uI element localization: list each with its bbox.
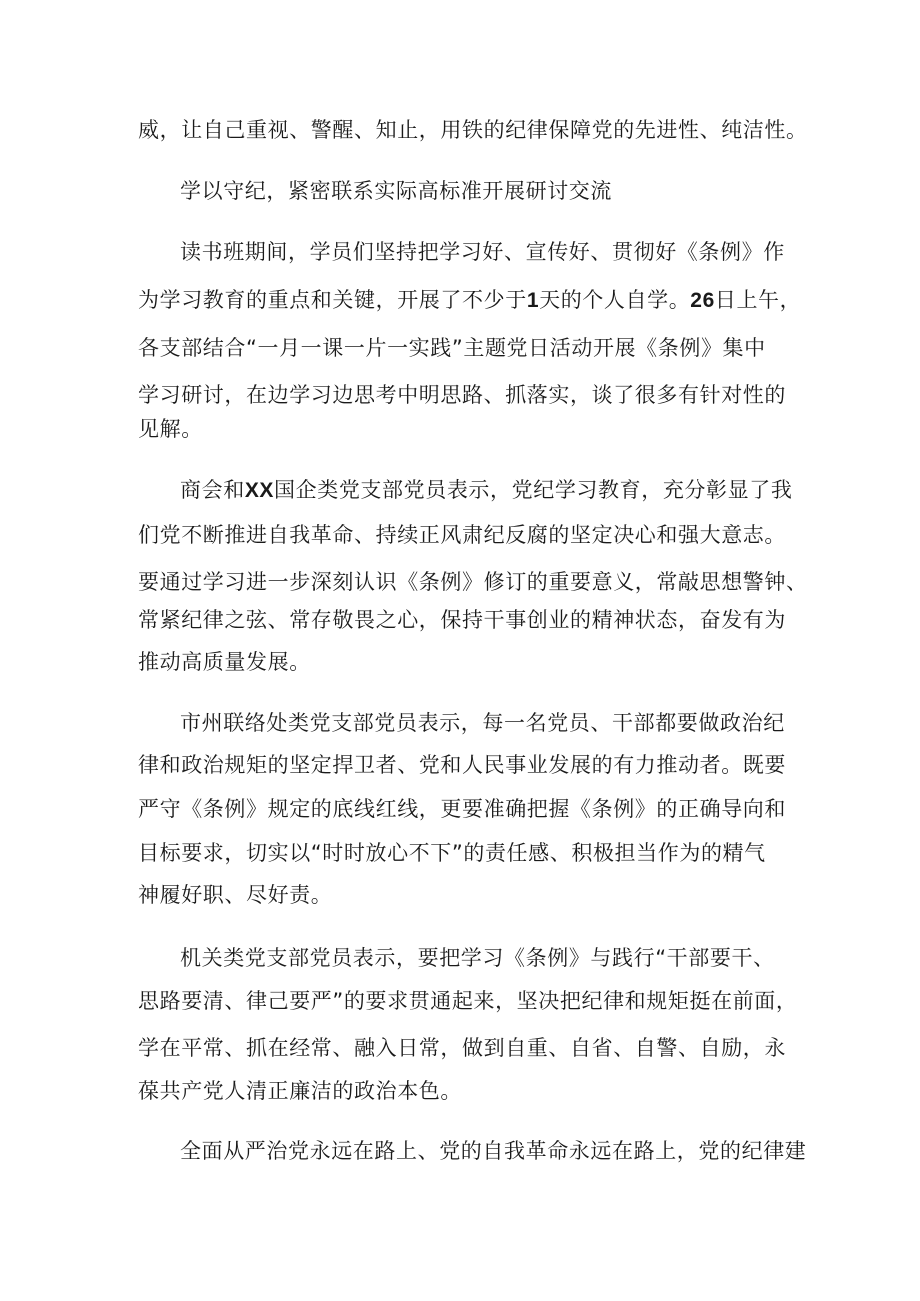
paragraph-line: 学习研讨，在边学习边思考中明思路、抓落实，谈了很多有针对性的 xyxy=(138,383,786,407)
paragraph-line: 读书班期间，学员们坚持把学习好、宣传好、贯彻好《条例》作 xyxy=(180,240,785,264)
paragraph-line: 律和政治规矩的坚定捍卫者、党和人民事业发展的有力推动者。既要 xyxy=(138,753,786,777)
paragraph-line: 常紧纪律之弦、常存敬畏之心，保持干事创业的精神状态，奋发有为 xyxy=(138,608,786,632)
text-run: 天的个人自学。 xyxy=(539,288,691,312)
paragraph-line: 神履好职、尽好责。 xyxy=(138,883,333,907)
paragraph-line: 机关类党支部党员表示，要把学习《条例》与践行“干部要干、 xyxy=(180,946,775,970)
paragraph-line: 目标要求，切实以“时时放心不下”的责任感、积极担当作为的精气 xyxy=(138,841,766,865)
paragraph-line: 葆共产党人清正廉洁的政治本色。 xyxy=(138,1079,462,1103)
section-heading: 学以守纪，紧密联系实际高标准开展研讨交流 xyxy=(180,179,612,203)
paragraph-line: 推动高质量发展。 xyxy=(138,650,311,674)
paragraph-line: 严守《条例》规定的底线红线，更要准确把握《条例》的正确导向和 xyxy=(138,797,786,821)
paragraph-line: 全面从严治党永远在路上、党的自我革命永远在路上，党的纪律建 xyxy=(180,1139,807,1163)
text-run: 商会和 xyxy=(180,478,245,502)
paragraph-line xyxy=(138,286,802,315)
text-run: 日上午， xyxy=(714,288,802,312)
paragraph-line xyxy=(180,476,798,505)
number-text: 26 xyxy=(690,289,715,312)
text-run: 国企类党支部党员表示，党纪学习教育，充分彰显了我 xyxy=(274,478,793,502)
paragraph-line: 各支部结合“一月一课一片一实践”主题党日活动开展《条例》集中 xyxy=(138,336,766,360)
paragraph-line: 学在平常、抓在经常、融入日常，做到自重、自省、自警、自励，永 xyxy=(138,1036,786,1060)
paragraph-line: 们党不断推进自我革命、持续正风肃纪反腐的坚定决心和强大意志。 xyxy=(138,523,786,547)
paragraph-line: 要通过学习进一步深刻认识《条例》修订的重要意义，常敲思想警钟、 xyxy=(138,570,808,594)
number-text: 1 xyxy=(526,289,540,312)
text-run: 为学习教育的重点和关键，开展了不少于 xyxy=(138,288,527,312)
paragraph-line: 市州联络处类党支部党员表示，每一名党员、干部都要做政治纪 xyxy=(180,711,785,735)
paragraph-line: 思路要清、律己要严”的要求贯通起来，坚决把纪律和规矩挺在前面， xyxy=(138,989,798,1013)
placeholder-text: XX xyxy=(244,479,275,502)
continuation-line: 威，让自己重视、警醒、知止，用铁的纪律保障党的先进性、纯洁性。 xyxy=(138,118,808,142)
paragraph-line: 见解。 xyxy=(138,417,203,441)
